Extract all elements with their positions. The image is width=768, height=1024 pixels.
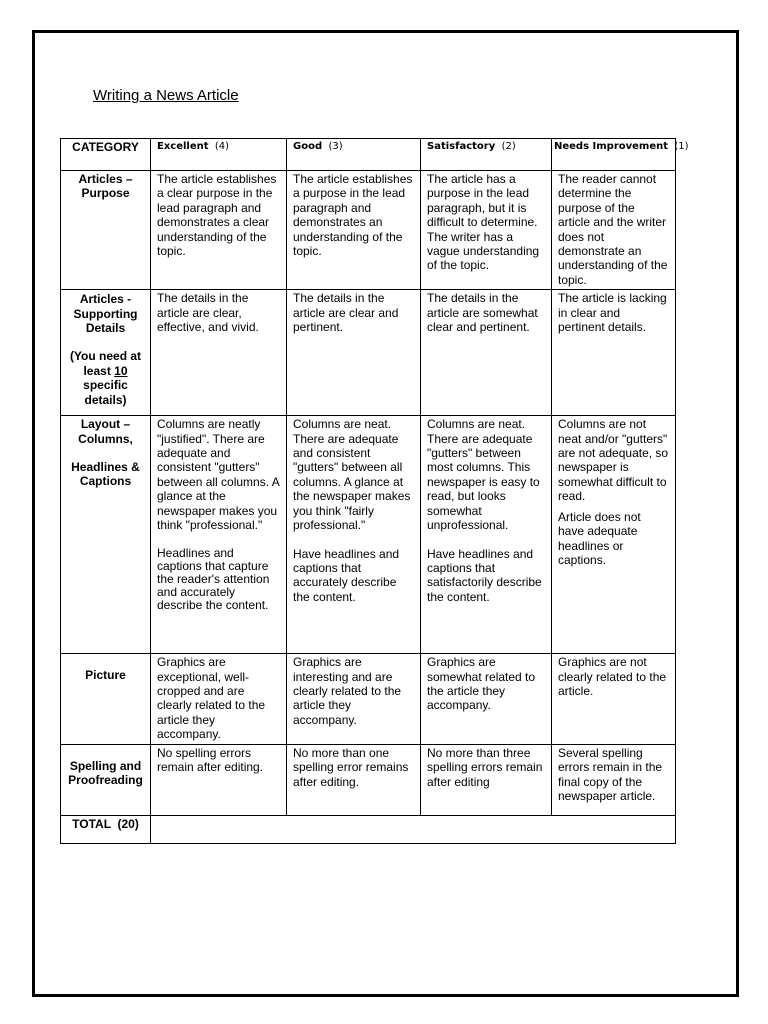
- table-row: [61, 416, 676, 654]
- rubric-table: [60, 138, 689, 844]
- rubric-cell: The article has a purpose in the lead paragraph, but it is difficult to determine. The writer has a vague understanding of the topic.: [421, 171, 552, 290]
- rubric-cell: Graphics are interesting and are clearly related to the article they accompany.: [287, 654, 421, 744]
- cell-paragraph: Have headlines and captions that satisfactorily describe the content.: [427, 546, 542, 604]
- level-points: (4): [214, 141, 230, 152]
- rubric-cell: Several spelling errors remain in the final copy of the newspaper article.: [552, 744, 676, 815]
- level-header-good: [287, 139, 421, 171]
- category-label: Spelling and Proofreading: [68, 758, 143, 788]
- level-name: Excellent: [157, 141, 209, 152]
- rubric-cell: The article establishes a purpose in the lead paragraph and demonstrates an understanding of the topic.: [287, 171, 421, 290]
- cell-paragraph: Columns are neat. There are adequate and consistent "gutters" between all columns. A glance at the newspaper makes you think "fairly professional.": [293, 417, 411, 533]
- level-header-needs-improvement: [552, 139, 689, 171]
- category-cell: [61, 744, 151, 815]
- note-text: specific details): [83, 378, 128, 407]
- table-row: [61, 290, 676, 416]
- rubric-cell: No spelling errors remain after editing.: [151, 744, 287, 815]
- rubric-cell: [151, 416, 287, 654]
- level-points: (3): [328, 141, 343, 152]
- category-cell: [61, 290, 151, 416]
- rubric-cell: No more than three spelling errors remain after editing: [421, 744, 552, 815]
- page-title: Writing a News Article: [93, 87, 239, 104]
- level-header-excellent: [151, 139, 287, 171]
- category-label: Articles - Supporting Details: [73, 292, 138, 336]
- total-row: [61, 815, 676, 843]
- rubric-cell: The details in the article are somewhat clear and pertinent.: [421, 290, 552, 416]
- category-label: Headlines & Captions: [71, 460, 140, 489]
- category-header: CATEGORY: [61, 139, 151, 171]
- cell-paragraph: Columns are neatly "justified". There are adequate and consistent "gutters" between all columns. A glance at the newspaper makes you think "professional.": [157, 417, 280, 533]
- rubric-cell: [552, 416, 676, 654]
- header-row: [61, 139, 676, 171]
- total-label: TOTAL (20): [61, 815, 151, 843]
- rubric-cell: Graphics are exceptional, well-cropped and are clearly related to the article they accompany.: [151, 654, 287, 744]
- rubric-cell: Graphics are somewhat related to the article they accompany.: [421, 654, 552, 744]
- rubric-cell: The details in the article are clear, effective, and vivid.: [151, 290, 287, 416]
- table-row: [61, 654, 676, 744]
- rubric-cell: Graphics are not clearly related to the article.: [552, 654, 676, 744]
- level-points: (2): [501, 141, 516, 152]
- note-number: 10: [114, 363, 128, 378]
- table-row: [61, 171, 676, 290]
- cell-paragraph: Columns are neat. There are adequate "gutters" between most columns. This newspaper is easy to read, but looks somewhat unprofessional.: [427, 417, 540, 533]
- rubric-cell: The article establishes a clear purpose in the lead paragraph and demonstrates a clear understanding of the topic.: [151, 171, 287, 290]
- category-label: Articles – Purpose: [78, 172, 133, 201]
- total-value-cell: [151, 815, 676, 843]
- table-row: [61, 744, 676, 815]
- cell-paragraph: Columns are not neat and/or "gutters" are not adequate, so newspaper is somewhat difficult to read.: [558, 417, 669, 504]
- rubric-cell: The article is lacking in clear and pertinent details.: [552, 290, 676, 416]
- rubric-cell: [421, 416, 552, 654]
- rubric-cell: The reader cannot determine the purpose of the article and the writer does not demonstrate an understanding of the topic.: [552, 171, 676, 290]
- level-name: Good: [293, 141, 323, 152]
- category-cell: [61, 416, 151, 654]
- category-cell: [61, 654, 151, 744]
- cell-paragraph: Have headlines and captions that accurately describe the content.: [293, 546, 400, 604]
- note-text: (You need at least: [69, 349, 142, 378]
- rubric-cell: No more than one spelling error remains after editing.: [287, 744, 421, 815]
- rubric-cell: The details in the article are clear and pertinent.: [287, 290, 421, 416]
- level-header-satisfactory: [421, 139, 552, 171]
- level-points: (1): [674, 141, 689, 152]
- rubric-cell: [287, 416, 421, 654]
- cell-paragraph: Article does not have adequate headlines or captions.: [558, 509, 641, 567]
- category-note: [67, 349, 144, 407]
- cell-paragraph: Headlines and captions that capture the reader's attention and accurately describe the content.: [157, 545, 270, 612]
- category-label: Picture: [85, 668, 126, 683]
- category-label: Layout – Columns,: [78, 417, 133, 446]
- level-name: Satisfactory: [427, 141, 496, 152]
- level-name: Needs Improvement: [554, 141, 669, 152]
- category-cell: [61, 171, 151, 290]
